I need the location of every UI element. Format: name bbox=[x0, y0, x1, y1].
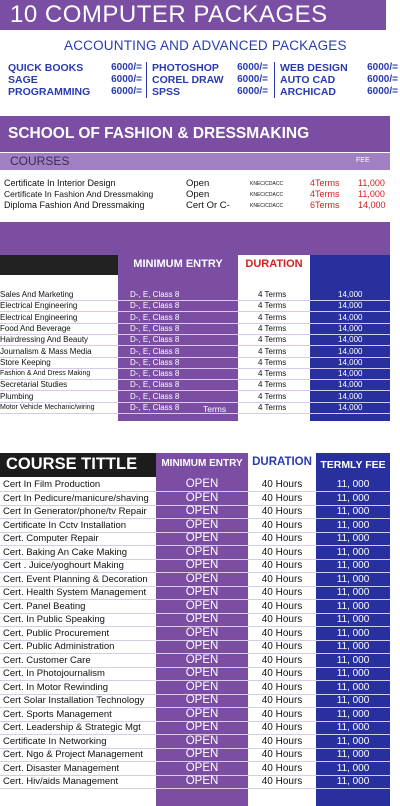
entry-requirement: OPEN bbox=[185, 491, 219, 504]
fee-value: 11, 000 bbox=[336, 587, 370, 598]
duration-value: 4 Terms bbox=[258, 391, 287, 401]
page-title: 10 COMPUTER PACKAGES bbox=[0, 0, 386, 30]
entry-requirement: D-, E, Class 8 bbox=[130, 357, 180, 367]
course-name: Cert. In Photojournalism bbox=[3, 668, 105, 679]
entry-requirement: OPEN bbox=[185, 599, 219, 612]
course-name: Cert. Sports Management bbox=[3, 708, 112, 720]
course-name: Cert. Health System Management bbox=[3, 587, 147, 598]
duration-value: 40 Hours bbox=[261, 587, 303, 598]
course-name: Cert. Hiv/aids Management bbox=[3, 776, 119, 787]
fee-value: 11, 000 bbox=[336, 735, 370, 747]
duration-value: 40 Hours bbox=[261, 573, 303, 585]
course-name: Cert In Pedicure/manicure/shaving bbox=[3, 492, 149, 504]
course-name: Sales And Marketing bbox=[0, 290, 74, 299]
entry-requirement: OPEN bbox=[185, 613, 219, 625]
courses-label: COURSES bbox=[10, 154, 70, 168]
entry-requirement: OPEN bbox=[185, 532, 219, 544]
course-name: Cert. Panel Beating bbox=[3, 600, 86, 612]
duration-value: 40 Hours bbox=[261, 519, 303, 531]
duration-value: 4 Terms bbox=[258, 346, 287, 356]
fee-value: 11, 000 bbox=[336, 519, 370, 531]
entry-requirement: D-, E, Class 8 bbox=[130, 380, 180, 390]
duration-value: 40 Hours bbox=[261, 614, 303, 625]
duration-value: 40 Hours bbox=[261, 641, 303, 652]
entry-requirement: D-, E, Class 8 bbox=[130, 312, 180, 322]
package-price: 6000/= bbox=[111, 74, 142, 85]
row-divider bbox=[0, 413, 390, 414]
fee-value: 11, 000 bbox=[336, 479, 370, 490]
entry-requirement: OPEN bbox=[185, 707, 219, 720]
fee-value: 14,000 bbox=[338, 312, 363, 322]
cert-fee: 11,000 bbox=[358, 178, 385, 188]
entry-requirement: D-, E, Class 8 bbox=[130, 391, 180, 401]
fee-value: 14,000 bbox=[338, 346, 363, 356]
duration-value: 40 Hours bbox=[261, 762, 303, 774]
duration-value: 40 Hours bbox=[261, 708, 303, 720]
courses-header-bar bbox=[0, 153, 390, 170]
duration-value: 4 Terms bbox=[258, 380, 287, 390]
duration-value: 40 Hours bbox=[261, 668, 303, 679]
course-name: Hairdressing And Beauty bbox=[0, 335, 89, 345]
entry-requirement: D-, E, Class 8 bbox=[130, 301, 180, 311]
course-name: Certificate In Networking bbox=[3, 735, 107, 747]
package-price: 6000/= bbox=[111, 62, 142, 73]
fee-value: 11, 000 bbox=[336, 546, 370, 558]
entry-requirement: OPEN bbox=[185, 667, 219, 679]
min-entry-header-3: MINIMUM ENTRY bbox=[161, 458, 243, 469]
fee-value: 11, 000 bbox=[336, 654, 370, 666]
duration-value: 40 Hours bbox=[261, 735, 303, 747]
fee-value: 11, 000 bbox=[336, 641, 370, 652]
duration-value: 40 Hours bbox=[261, 722, 303, 733]
course-name: Cert. Baking An Cake Making bbox=[3, 546, 128, 558]
course-name: Electrical Engineering bbox=[0, 301, 78, 311]
table-header-blank bbox=[0, 255, 120, 275]
course-name: Cert. In Motor Rewinding bbox=[3, 681, 109, 693]
duration-value: 40 Hours bbox=[261, 492, 303, 504]
package-price: 6000/= bbox=[367, 74, 398, 85]
cert-entry: Open bbox=[186, 189, 210, 200]
cert-entry: Open bbox=[186, 178, 210, 189]
row-divider bbox=[0, 788, 390, 789]
duration-value: 4 Terms bbox=[258, 301, 287, 311]
entry-requirement: D-, E, Class 8 bbox=[130, 346, 180, 356]
min-entry-header: MINIMUM ENTRY bbox=[133, 258, 223, 270]
entry-requirement: D-, E, Class 8 bbox=[130, 369, 180, 379]
column-divider bbox=[146, 62, 147, 98]
fee-value: 11, 000 bbox=[336, 533, 370, 544]
packages-subtitle: ACCOUNTING AND ADVANCED PACKAGES bbox=[64, 38, 347, 53]
entry-requirement: OPEN bbox=[185, 626, 219, 639]
course-name: Cert In Film Production bbox=[3, 479, 101, 490]
cert-fee: 11,000 bbox=[358, 189, 385, 199]
cert-fee: 14,000 bbox=[358, 200, 386, 210]
course-name: Cert. Public Procurement bbox=[3, 627, 110, 639]
cert-name: Diploma Fashion And Dressmaking bbox=[4, 200, 145, 210]
duration-value: 4 Terms bbox=[258, 323, 287, 333]
cert-terms: 6Terms bbox=[310, 200, 340, 210]
course-name: Food And Beverage bbox=[0, 323, 71, 333]
course-name: Certificate In Cctv Installation bbox=[3, 519, 127, 531]
duration-value: 40 Hours bbox=[261, 479, 303, 490]
cert-terms: 4Terms bbox=[310, 189, 340, 199]
duration-value: 40 Hours bbox=[261, 776, 303, 787]
entry-requirement: D-, E, Class 8 bbox=[130, 335, 180, 345]
fee-value: 14,000 bbox=[338, 301, 363, 311]
fee-value: 14,000 bbox=[338, 403, 363, 412]
fee-value: 11, 000 bbox=[336, 762, 370, 774]
package-name: ARCHICAD bbox=[280, 86, 336, 98]
fee-value: 14,000 bbox=[338, 391, 363, 401]
package-name: COREL DRAW bbox=[152, 74, 224, 86]
package-name: SAGE bbox=[8, 74, 38, 86]
course-name: Electrical Engineering bbox=[0, 312, 78, 322]
fee-value: 11, 000 bbox=[336, 627, 370, 639]
package-price: 6000/= bbox=[237, 86, 268, 97]
course-name: Cert. Disaster Management bbox=[3, 762, 120, 774]
course-name: Store Keeping bbox=[0, 357, 51, 367]
section-divider-band bbox=[0, 222, 390, 255]
cert-terms: 4Terms bbox=[310, 178, 340, 188]
fee-value: 11, 000 bbox=[336, 614, 370, 625]
course-name: Motor Vehicle Mechanic/wiring bbox=[0, 404, 95, 411]
row-divider bbox=[0, 390, 390, 391]
package-name: PROGRAMMING bbox=[8, 86, 91, 98]
cert-entry: Cert Or C- bbox=[186, 200, 230, 211]
fee-value: 11, 000 bbox=[336, 749, 370, 760]
fee-value: 14,000 bbox=[338, 335, 363, 345]
package-price: 6000/= bbox=[367, 62, 398, 73]
fee-value: 11, 000 bbox=[336, 708, 370, 720]
package-name: WEB DESIGN bbox=[280, 62, 348, 74]
cert-board: KNEC/CDACC bbox=[250, 181, 284, 187]
fee-value: 14,000 bbox=[338, 380, 363, 390]
fee-value: 14,000 bbox=[338, 369, 363, 379]
fee-label: FEE bbox=[356, 157, 370, 164]
package-price: 6000/= bbox=[367, 86, 398, 97]
entry-requirement: OPEN bbox=[185, 694, 219, 706]
duration-value: 4 Terms bbox=[258, 357, 287, 367]
school-title: SCHOOL OF FASHION & DRESSMAKING bbox=[0, 116, 390, 152]
entry-requirement: OPEN bbox=[185, 721, 219, 733]
entry-requirement: D-, E, Class 8 bbox=[130, 323, 180, 333]
duration-value: 40 Hours bbox=[261, 749, 303, 760]
entry-requirement: OPEN bbox=[185, 680, 219, 693]
package-price: 6000/= bbox=[237, 62, 268, 73]
cert-board: KNEC/CDACC bbox=[250, 192, 284, 198]
duration-value: 4 Terms bbox=[258, 312, 287, 322]
entry-requirement: D-, E, Class 8 bbox=[130, 403, 180, 412]
fee-value: 14,000 bbox=[338, 357, 363, 367]
duration-value: 4 Terms bbox=[258, 369, 287, 379]
fee-value: 11, 000 bbox=[336, 560, 370, 571]
cert-name: Certificate In Fashion And Dressmaking bbox=[4, 189, 154, 199]
duration-value: 40 Hours bbox=[261, 600, 303, 612]
entry-requirement: D-, E, Class 8 bbox=[130, 290, 180, 299]
fee-value: 11, 000 bbox=[336, 506, 370, 517]
course-name: Cert. Public Administration bbox=[3, 641, 115, 652]
duration-value: 4 Terms bbox=[258, 335, 287, 345]
entry-requirement: OPEN bbox=[185, 586, 219, 598]
duration-header: DURATION bbox=[245, 258, 303, 270]
duration-header-3: DURATION bbox=[252, 456, 312, 468]
row-divider bbox=[0, 357, 390, 358]
cert-board: KNEC/CDACC bbox=[250, 203, 284, 209]
course-name: Cert . Juice/yoghourt Making bbox=[3, 560, 124, 571]
entry-requirement: OPEN bbox=[185, 572, 219, 585]
entry-requirement: OPEN bbox=[185, 761, 219, 774]
duration-value: 40 Hours bbox=[261, 560, 303, 571]
course-name: Cert. Event Planning & Decoration bbox=[3, 573, 148, 585]
package-price: 6000/= bbox=[237, 74, 268, 85]
entry-requirement: OPEN bbox=[185, 478, 219, 490]
package-name: QUICK BOOKS bbox=[8, 62, 84, 74]
entry-requirement: OPEN bbox=[185, 775, 219, 787]
entry-requirement: OPEN bbox=[185, 559, 219, 571]
package-price: 6000/= bbox=[111, 86, 142, 97]
package-name: AUTO CAD bbox=[280, 74, 336, 86]
fee-value: 14,000 bbox=[338, 323, 363, 333]
column-divider bbox=[274, 62, 275, 98]
duration-value: 40 Hours bbox=[261, 546, 303, 558]
fee-value: 11, 000 bbox=[336, 492, 370, 504]
course-name: Cert In Generator/phone/tv Repair bbox=[3, 506, 147, 517]
course-name: Plumbing bbox=[0, 391, 34, 401]
duration-value: 40 Hours bbox=[261, 627, 303, 639]
duration-value: 4 Terms bbox=[258, 403, 287, 412]
duration-value: 40 Hours bbox=[261, 506, 303, 517]
course-name: Cert. Leadership & Strategic Mgt bbox=[3, 722, 141, 733]
entry-requirement: OPEN bbox=[185, 640, 219, 652]
duration-value: 40 Hours bbox=[261, 654, 303, 666]
package-name: PHOTOSHOP bbox=[152, 62, 219, 74]
course-name: Cert Solar Installation Technology bbox=[3, 695, 145, 706]
course-name: Secretarial Studies bbox=[0, 380, 68, 390]
fee-value: 11, 000 bbox=[336, 722, 370, 733]
entry-requirement: OPEN bbox=[185, 653, 219, 666]
entry-requirement: OPEN bbox=[185, 748, 219, 760]
fee-value: 11, 000 bbox=[336, 600, 370, 612]
cert-name: Certificate In Interior Design bbox=[4, 178, 116, 188]
duration-value: 40 Hours bbox=[261, 695, 303, 706]
fee-value: 11, 000 bbox=[336, 776, 370, 787]
duration-value: 4 Terms bbox=[258, 290, 287, 299]
fee-value: 11, 000 bbox=[336, 681, 370, 693]
course-name: Journalism & Mass Media bbox=[0, 346, 92, 356]
terms-suffix: Terms bbox=[203, 404, 227, 414]
entry-requirement: OPEN bbox=[185, 734, 219, 747]
fee-value: 14,000 bbox=[338, 290, 363, 299]
course-name: Cert. In Public Speaking bbox=[3, 614, 105, 625]
entry-requirement: OPEN bbox=[185, 505, 219, 517]
termly-fee-header: TERMLY FEE bbox=[320, 459, 386, 471]
fee-value: 11, 000 bbox=[336, 573, 370, 585]
package-name: SPSS bbox=[152, 86, 181, 98]
course-name: Cert. Computer Repair bbox=[3, 533, 99, 544]
entry-requirement: OPEN bbox=[185, 545, 219, 558]
course-title-header: COURSE TITTLE bbox=[6, 455, 138, 473]
duration-value: 40 Hours bbox=[261, 533, 303, 544]
fee-value: 11, 000 bbox=[336, 695, 370, 706]
course-name: Fashion & And Dress Making bbox=[0, 370, 91, 378]
entry-requirement: OPEN bbox=[185, 518, 219, 531]
duration-value: 40 Hours bbox=[261, 681, 303, 693]
course-name: Cert. Ngo & Project Management bbox=[3, 749, 143, 760]
course-name: Cert. Customer Care bbox=[3, 654, 91, 666]
fee-value: 11, 000 bbox=[336, 668, 370, 679]
